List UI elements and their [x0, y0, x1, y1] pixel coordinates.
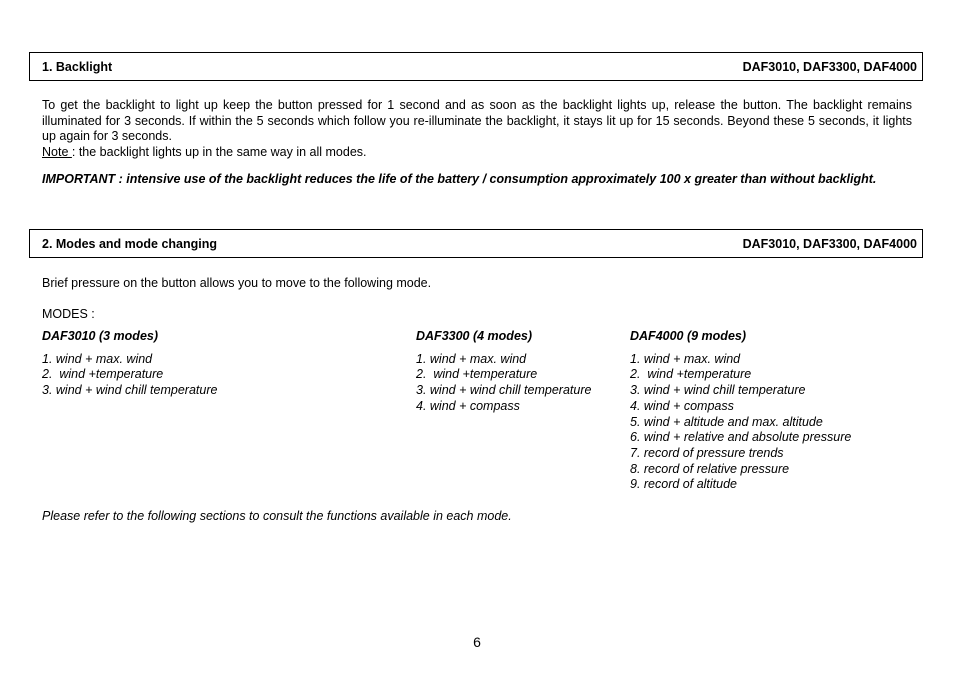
- modes-column-daf4000: [630, 329, 851, 493]
- section-title: 2. Modes and mode changing: [42, 236, 218, 251]
- backlight-body: To get the backlight to light up keep the button pressed for 1 second and as soon as the backlight lights up, release the button. The backlight remains illuminated for 3 seconds. If within the 5 seconds which follow you re-illuminate the backlight, it stays lit up for 15 seconds. Beyond these 5 seconds, it lights up again for 3 seconds.: [42, 98, 912, 144]
- section-models: DAF3010, DAF3300, DAF4000: [742, 59, 917, 74]
- mode-item: 4. wind + compass: [416, 398, 520, 413]
- mode-item: 5. wind + altitude and max. altitude: [630, 414, 823, 429]
- mode-item: 1. wind + max. wind: [416, 351, 527, 366]
- section-title: 1. Backlight: [42, 59, 113, 74]
- important-notice: IMPORTANT : intensive use of the backlight reduces the life of the battery / consumption approximately 100 x greater than without backlight.: [42, 172, 877, 186]
- mode-item: 9. record of altitude: [630, 477, 738, 492]
- mode-item: 1. wind + max. wind: [630, 351, 741, 366]
- column-heading: DAF4000 (9 modes): [630, 329, 747, 343]
- backlight-paragraph: [42, 98, 912, 161]
- modes-label: MODES :: [42, 307, 95, 321]
- modes-column-daf3300: [416, 329, 591, 415]
- mode-item: 3. wind + wind chill temperature: [42, 383, 218, 398]
- mode-item: 7. record of pressure trends: [630, 445, 784, 460]
- column-heading: DAF3300 (4 modes): [416, 329, 533, 343]
- section-header-backlight: [29, 52, 923, 81]
- section-header-modes: [29, 229, 923, 258]
- column-heading: DAF3010 (3 modes): [42, 329, 159, 343]
- modes-column-daf3010: [42, 329, 217, 399]
- note-label: Note: [42, 145, 72, 160]
- mode-item: 2. wind +temperature: [42, 367, 164, 382]
- mode-item: 6. wind + relative and absolute pressure: [630, 430, 852, 445]
- modes-footer-note: Please refer to the following sections to consult the functions available in each mode.: [42, 509, 512, 523]
- mode-item: 3. wind + wind chill temperature: [416, 383, 592, 398]
- page-number: 6: [473, 634, 481, 650]
- mode-item: 1. wind + max. wind: [42, 351, 153, 366]
- section-models: DAF3010, DAF3300, DAF4000: [742, 236, 917, 251]
- mode-item: 8. record of relative pressure: [630, 461, 790, 476]
- note-text: : the backlight lights up in the same way in all modes.: [71, 145, 367, 160]
- modes-intro: Brief pressure on the button allows you to move to the following mode.: [42, 276, 432, 290]
- mode-item: 4. wind + compass: [630, 398, 734, 413]
- mode-item: 2. wind +temperature: [630, 367, 752, 382]
- mode-item: 3. wind + wind chill temperature: [630, 383, 806, 398]
- mode-item: 2. wind +temperature: [416, 367, 538, 382]
